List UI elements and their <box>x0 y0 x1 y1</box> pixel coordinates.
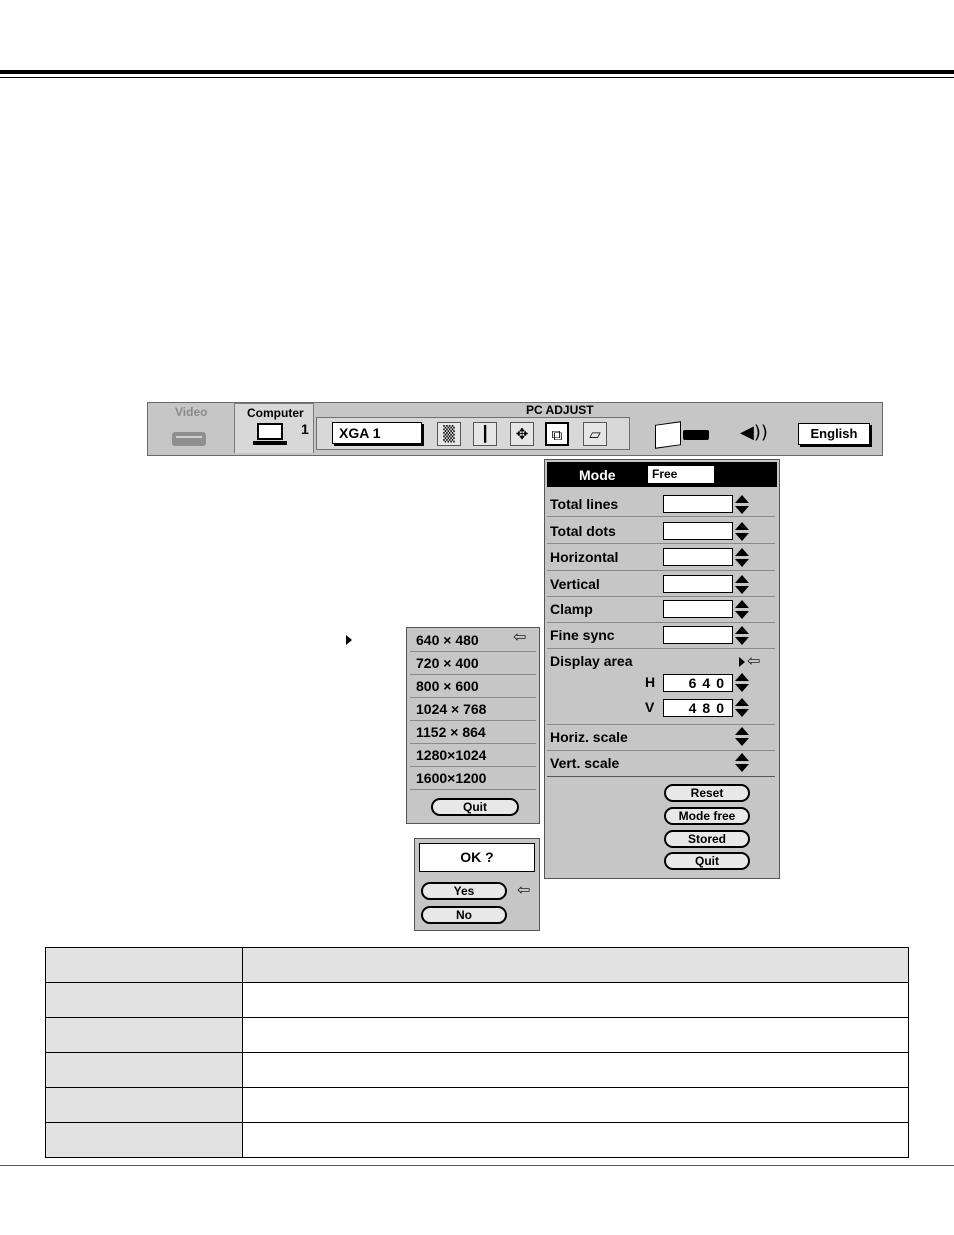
table-row <box>46 1018 909 1053</box>
table-cell <box>243 1088 909 1123</box>
resolution-item[interactable]: 1152 × 864 <box>410 721 536 744</box>
resolution-item[interactable]: 1280×1024 <box>410 744 536 767</box>
clamp-label: Clamp <box>550 601 593 617</box>
top-rule <box>0 70 954 74</box>
table-cell <box>46 1053 243 1088</box>
table-cell <box>243 1053 909 1088</box>
selection-arrow-icon: ⇦ <box>517 880 531 899</box>
total-dots-icon[interactable]: ▒ <box>437 422 461 446</box>
top-rule-thin <box>0 77 954 78</box>
table-row <box>46 1088 909 1123</box>
table-cell <box>243 983 909 1018</box>
vertical-field[interactable] <box>663 575 733 593</box>
updown-arrows-icon[interactable] <box>734 575 750 595</box>
updown-arrows-icon[interactable] <box>734 673 750 693</box>
position-icon[interactable]: ✥ <box>510 422 534 446</box>
vcr-icon <box>172 432 206 446</box>
laptop-base <box>253 441 287 445</box>
h-value-field[interactable]: 640 <box>663 674 733 692</box>
table-cell <box>243 1018 909 1053</box>
table-cell <box>46 1088 243 1123</box>
v-value-field[interactable]: 480 <box>663 699 733 717</box>
table-row <box>46 1053 909 1088</box>
updown-arrows-icon[interactable] <box>734 548 750 568</box>
pointer-icon <box>346 635 352 645</box>
display-area-label: Display area <box>550 653 633 669</box>
tab-video[interactable] <box>150 404 230 452</box>
projector-icon[interactable] <box>683 430 709 440</box>
tab-video-label: Video <box>175 405 208 419</box>
updown-arrows-icon[interactable] <box>734 753 750 773</box>
language-button[interactable]: English <box>798 423 870 445</box>
submenu-pointer-icon <box>739 657 745 667</box>
projector-screen-icon[interactable] <box>655 421 681 449</box>
table-header-row <box>46 948 909 983</box>
laptop-icon <box>257 423 283 440</box>
resolution-item[interactable]: 1600×1200 <box>410 767 536 790</box>
selection-arrow-icon: ⇦ <box>747 651 761 670</box>
v-label: V <box>645 699 655 715</box>
updown-arrows-icon[interactable] <box>734 727 750 747</box>
selection-arrow-icon: ⇦ <box>513 627 527 646</box>
fine-sync-label: Fine sync <box>550 627 615 643</box>
quit-button[interactable]: Quit <box>664 852 750 870</box>
updown-arrows-icon[interactable] <box>734 698 750 718</box>
clamp-field[interactable] <box>663 600 733 618</box>
resolution-item[interactable]: 640 × 480 <box>410 629 536 652</box>
table-row <box>46 983 909 1018</box>
total-lines-field[interactable] <box>663 495 733 513</box>
menu-title: PC ADJUST <box>526 403 594 417</box>
no-button[interactable]: No <box>421 906 507 924</box>
description-table <box>45 947 909 1158</box>
stored-button[interactable]: Stored <box>664 830 750 848</box>
fine-sync-icon[interactable]: ┃ <box>473 422 497 446</box>
mode-label: Mode <box>579 467 616 483</box>
table-cell <box>46 1123 243 1158</box>
table-cell <box>243 948 909 983</box>
updown-arrows-icon[interactable] <box>734 522 750 542</box>
pc-adjust-icon[interactable]: ⧉ <box>545 422 569 446</box>
horizontal-label: Horizontal <box>550 549 619 565</box>
updown-arrows-icon[interactable] <box>734 626 750 646</box>
mode-free-button[interactable]: Mode free <box>664 807 750 825</box>
confirm-title: OK ? <box>419 843 535 872</box>
table-cell <box>46 948 243 983</box>
mode-value: Free <box>648 466 714 483</box>
table-cell <box>46 983 243 1018</box>
vert-scale-label: Vert. scale <box>550 755 620 771</box>
total-dots-field[interactable] <box>663 522 733 540</box>
h-label: H <box>645 674 656 690</box>
screen-icon[interactable]: ▱ <box>583 422 607 446</box>
horiz-scale-label: Horiz. scale <box>550 729 628 745</box>
updown-arrows-icon[interactable] <box>734 600 750 620</box>
bottom-rule <box>0 1165 954 1166</box>
resolution-item[interactable]: 1024 × 768 <box>410 698 536 721</box>
updown-arrows-icon[interactable] <box>734 495 750 515</box>
speaker-icon[interactable]: ◀)) <box>740 422 768 443</box>
reset-button[interactable]: Reset <box>664 784 750 802</box>
tab-computer-label: Computer <box>247 406 304 420</box>
total-lines-label: Total lines <box>550 496 619 512</box>
table-row <box>46 1123 909 1158</box>
computer-number: 1 <box>301 421 309 437</box>
total-dots-label: Total dots <box>550 523 616 539</box>
tab-computer[interactable] <box>234 403 314 453</box>
table-cell <box>46 1018 243 1053</box>
vertical-label: Vertical <box>550 576 600 592</box>
yes-button[interactable]: Yes <box>421 882 507 900</box>
resolution-item[interactable]: 720 × 400 <box>410 652 536 675</box>
horizontal-field[interactable] <box>663 548 733 566</box>
resolution-item[interactable]: 800 × 600 <box>410 675 536 698</box>
mode-select[interactable]: XGA 1 <box>332 422 422 444</box>
table-cell <box>243 1123 909 1158</box>
resolution-quit-button[interactable]: Quit <box>431 798 519 816</box>
fine-sync-field[interactable] <box>663 626 733 644</box>
